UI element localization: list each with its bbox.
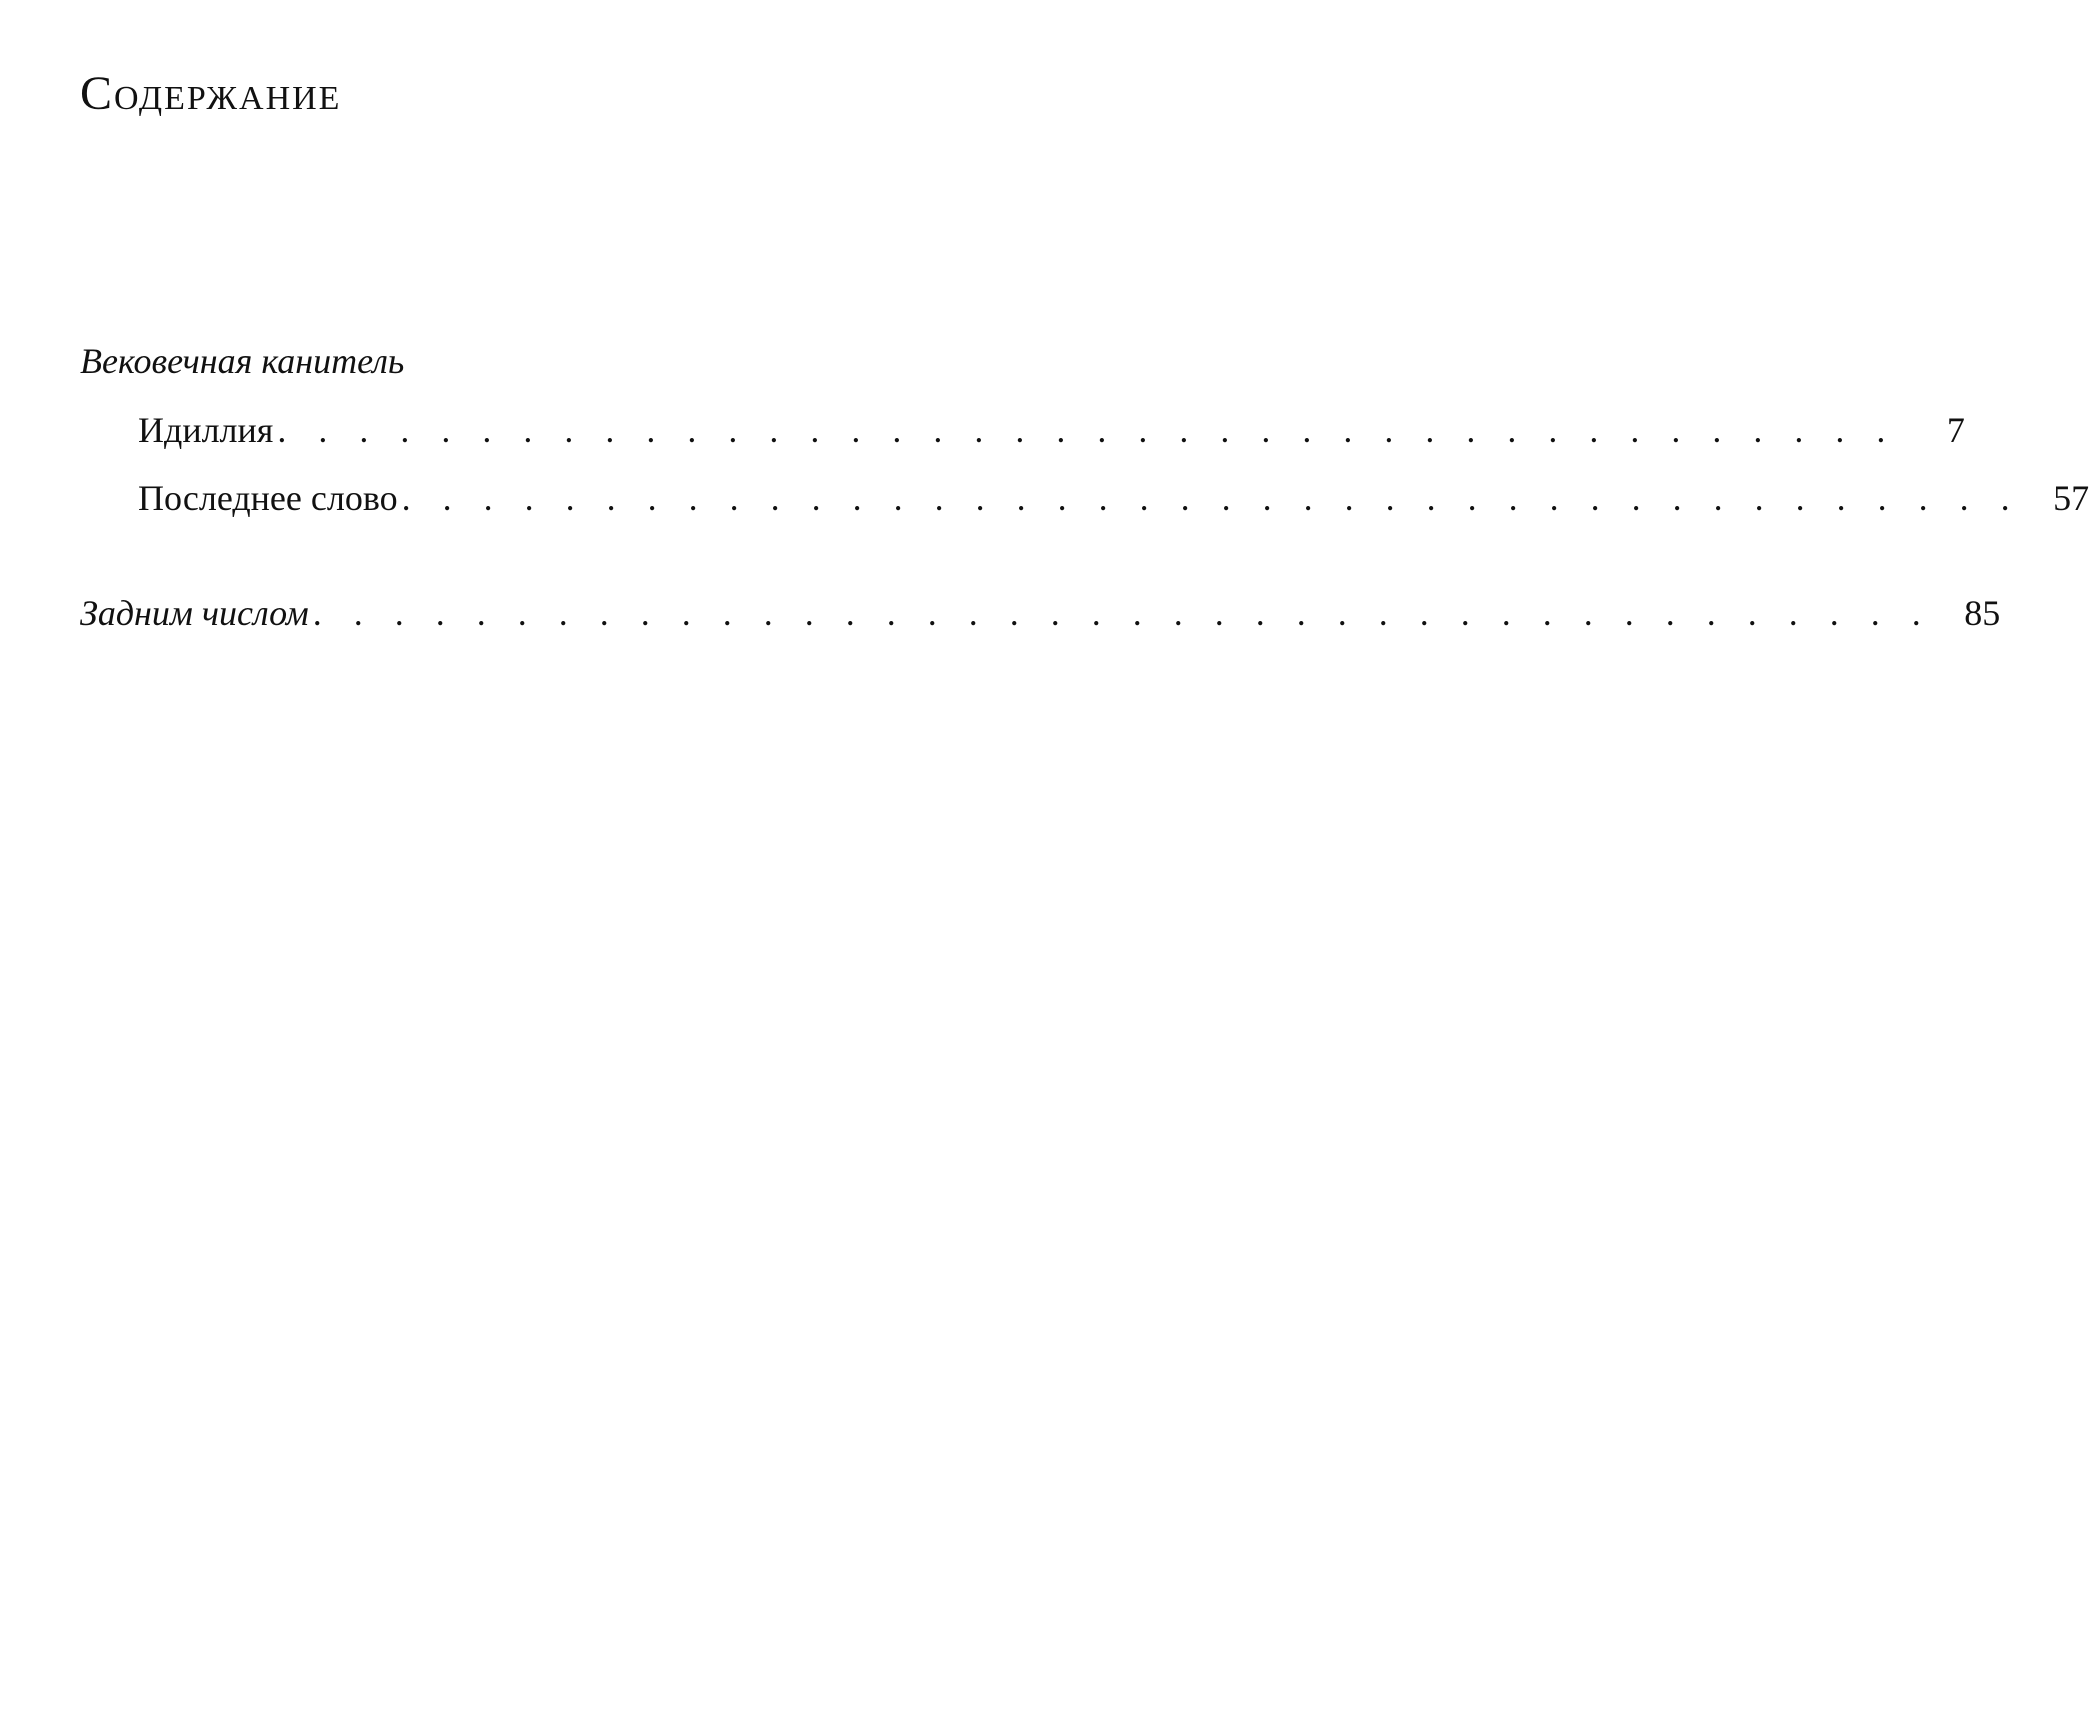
dot-leader: . . . . . . . . . . . . . . . . . . . . . . . . . . . . . . . . . . . . . . . .: [277, 410, 1897, 450]
dot-leader: . . . . . . . . . . . . . . . . . . . . . . . . . . . . . . . . . . . . . . . .: [401, 478, 2022, 518]
toc-entry-page: 57: [2053, 478, 2089, 518]
dot-leader: . . . . . . . . . . . . . . . . . . . . . . . . . . . . . . . . . . . . . . . .: [312, 593, 1933, 633]
toc-entry-label: Задним числом: [80, 593, 309, 633]
toc-entry[interactable]: [80, 593, 2001, 633]
toc-entry-label: Последнее слово: [138, 478, 398, 518]
page-title: Содержание: [80, 67, 342, 120]
toc-entry-label: Идиллия: [138, 410, 274, 450]
section-heading: Вековечная канитель: [80, 341, 405, 381]
toc-entry[interactable]: [138, 410, 1965, 450]
toc-entry[interactable]: [138, 478, 2089, 518]
toc-entry-page: 7: [1946, 410, 1965, 450]
toc-entry-page: 85: [1964, 593, 2001, 633]
